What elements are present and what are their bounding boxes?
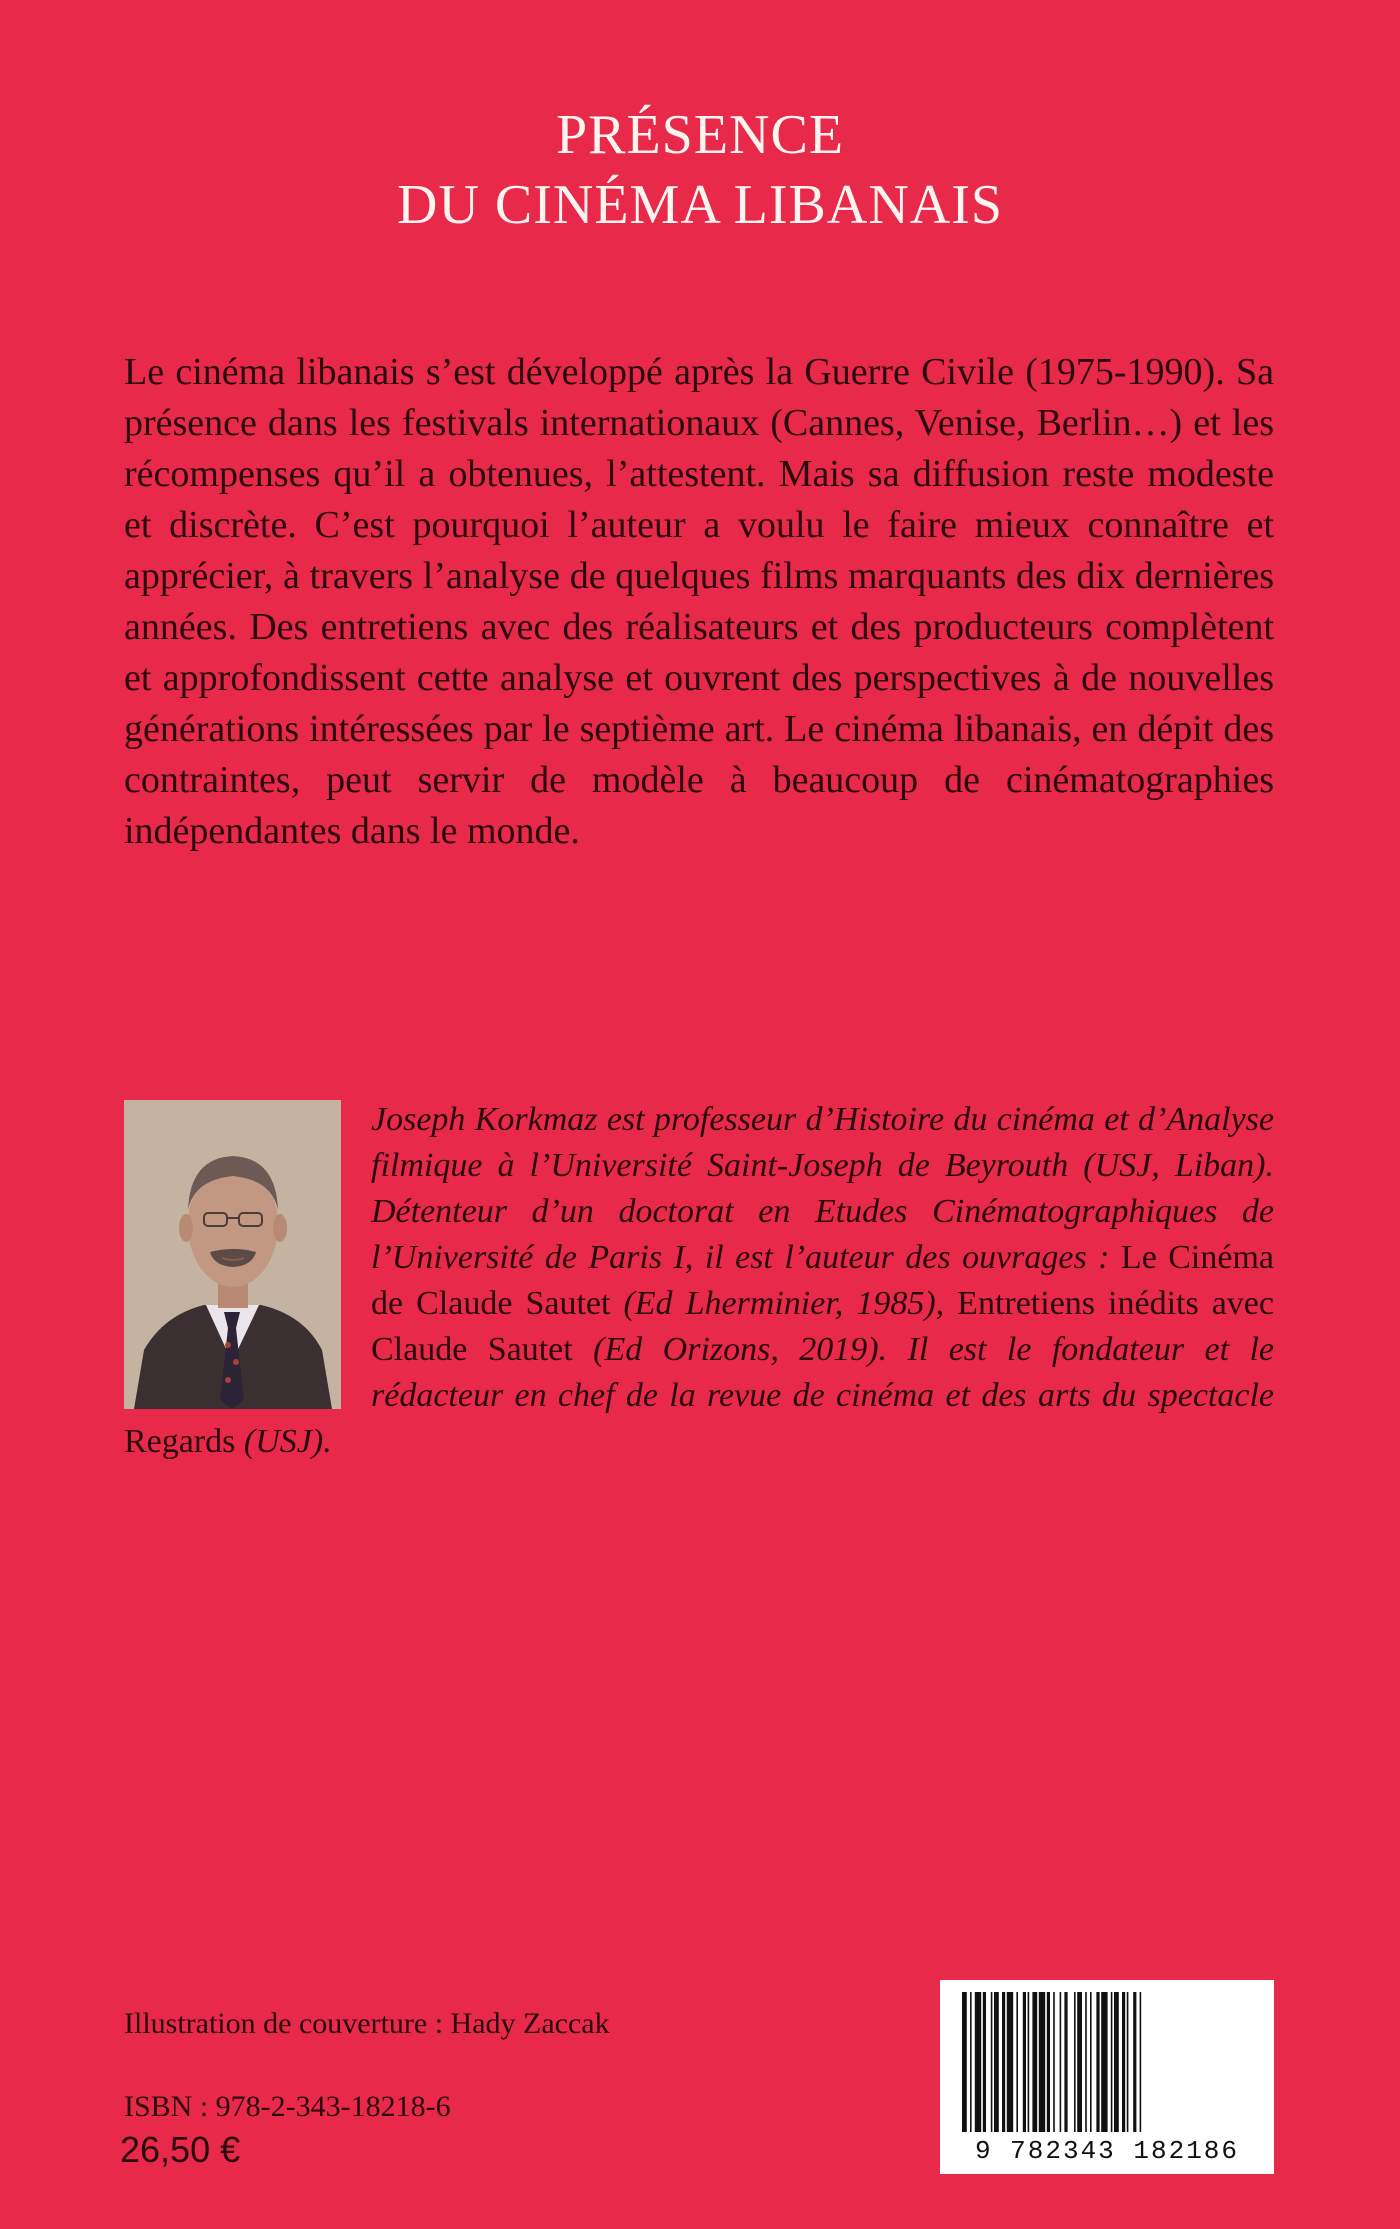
barcode-bar	[1114, 1992, 1119, 2132]
barcode-bar	[983, 1992, 986, 2132]
bio-book-1: Le Cinéma de Claude Sautet	[371, 1239, 1274, 1322]
bio-text-1: Joseph Korkmaz est professeur d’Histoire du cinéma et d’Analyse filmique à l’Université Saint-Joseph de Beyrouth (USJ, Liban). Détenteur d’un doctorat en Etudes Cinématographiques de l’Université de Paris I, il est l’auteur des ouvrages :	[371, 1101, 1274, 1276]
barcode-bar	[994, 1992, 999, 2132]
barcode-bar	[1101, 1992, 1107, 2132]
price: 26,50 €	[120, 2129, 241, 2170]
barcode-bar	[1002, 1992, 1005, 2132]
book-summary: Le cinéma libanais s’est développé après la Guerre Civile (1975-1990). Sa présence dans les festivals internationaux (Cannes, Venise, Berlin…) et les récompenses qu’il a obtenues, l’attestent. Mais sa diffusion reste modeste et discrète. C’est pourquoi l’auteur a voulu le faire mieux connaître et apprécier, à travers l’analyse de quelques films marquants des dix dernières années. Des entretiens avec des réalisateurs et des producteurs complètent et approfondissent cette analyse et ouvrent des perspectives à de nouvelles générations intéressées par le septième art. Le cinéma libanais, en dépit des contraintes, peut servir de modèle à beaucoup de cinématographies indépendantes dans le monde.	[124, 351, 1274, 852]
barcode-bar	[962, 1992, 967, 2132]
barcode-bar	[1016, 1992, 1018, 2132]
photo-spacer	[124, 1097, 371, 1415]
isbn: ISBN : 978-2-343-18218-6	[124, 2090, 451, 2123]
barcode-bar	[1127, 1992, 1129, 2132]
bio-text-2: (Ed Lherminier, 1985),	[610, 1285, 958, 1322]
barcode	[940, 1980, 1274, 2174]
barcode-bar	[970, 1992, 972, 2132]
barcode-bar	[1064, 1992, 1067, 2132]
bio-text-4: (USJ).	[235, 1423, 332, 1460]
barcode-digits: 9 782343 182186	[974, 2136, 1240, 2166]
book-title	[0, 100, 1400, 240]
barcode-bar	[1111, 1992, 1113, 2132]
barcode-bar	[1023, 1992, 1026, 2132]
barcode-bar	[1133, 1992, 1136, 2132]
barcode-bar	[1090, 1992, 1092, 2132]
barcode-bar	[1039, 1992, 1045, 2132]
bio-journal: Regards	[124, 1423, 236, 1460]
barcode-bar	[1122, 1992, 1125, 2132]
title-line-2: DU CINÉMA LIBANAIS	[397, 174, 1003, 236]
bio-book-2: Entretiens inédits avec Claude Sautet	[371, 1285, 1274, 1368]
barcode-bar	[1085, 1992, 1087, 2132]
bio-text-3: (Ed Orizons, 2019). Il est le fondateur et le rédacteur en chef de la revue de cinéma et des arts du spectacle	[371, 1331, 1274, 1414]
barcode-bar	[1053, 1992, 1055, 2132]
barcode-bar	[1007, 1992, 1013, 2132]
barcode-bar	[1074, 1992, 1076, 2132]
barcode-bar	[1047, 1992, 1050, 2132]
title-line-1: PRÉSENCE	[555, 104, 845, 166]
barcode-bar	[1032, 1992, 1037, 2132]
barcode-bar	[991, 1992, 993, 2132]
barcode-bar	[1096, 1992, 1099, 2132]
barcode-bar	[1060, 1992, 1062, 2132]
barcode-bar	[1077, 1992, 1082, 2132]
illustration-credit: Illustration de couverture : Hady Zaccak	[124, 2007, 610, 2040]
barcode-bar	[1028, 1992, 1030, 2132]
author-biography	[124, 1097, 1274, 1465]
barcode-bar	[1140, 1992, 1142, 2132]
barcode-bar	[975, 1992, 981, 2132]
